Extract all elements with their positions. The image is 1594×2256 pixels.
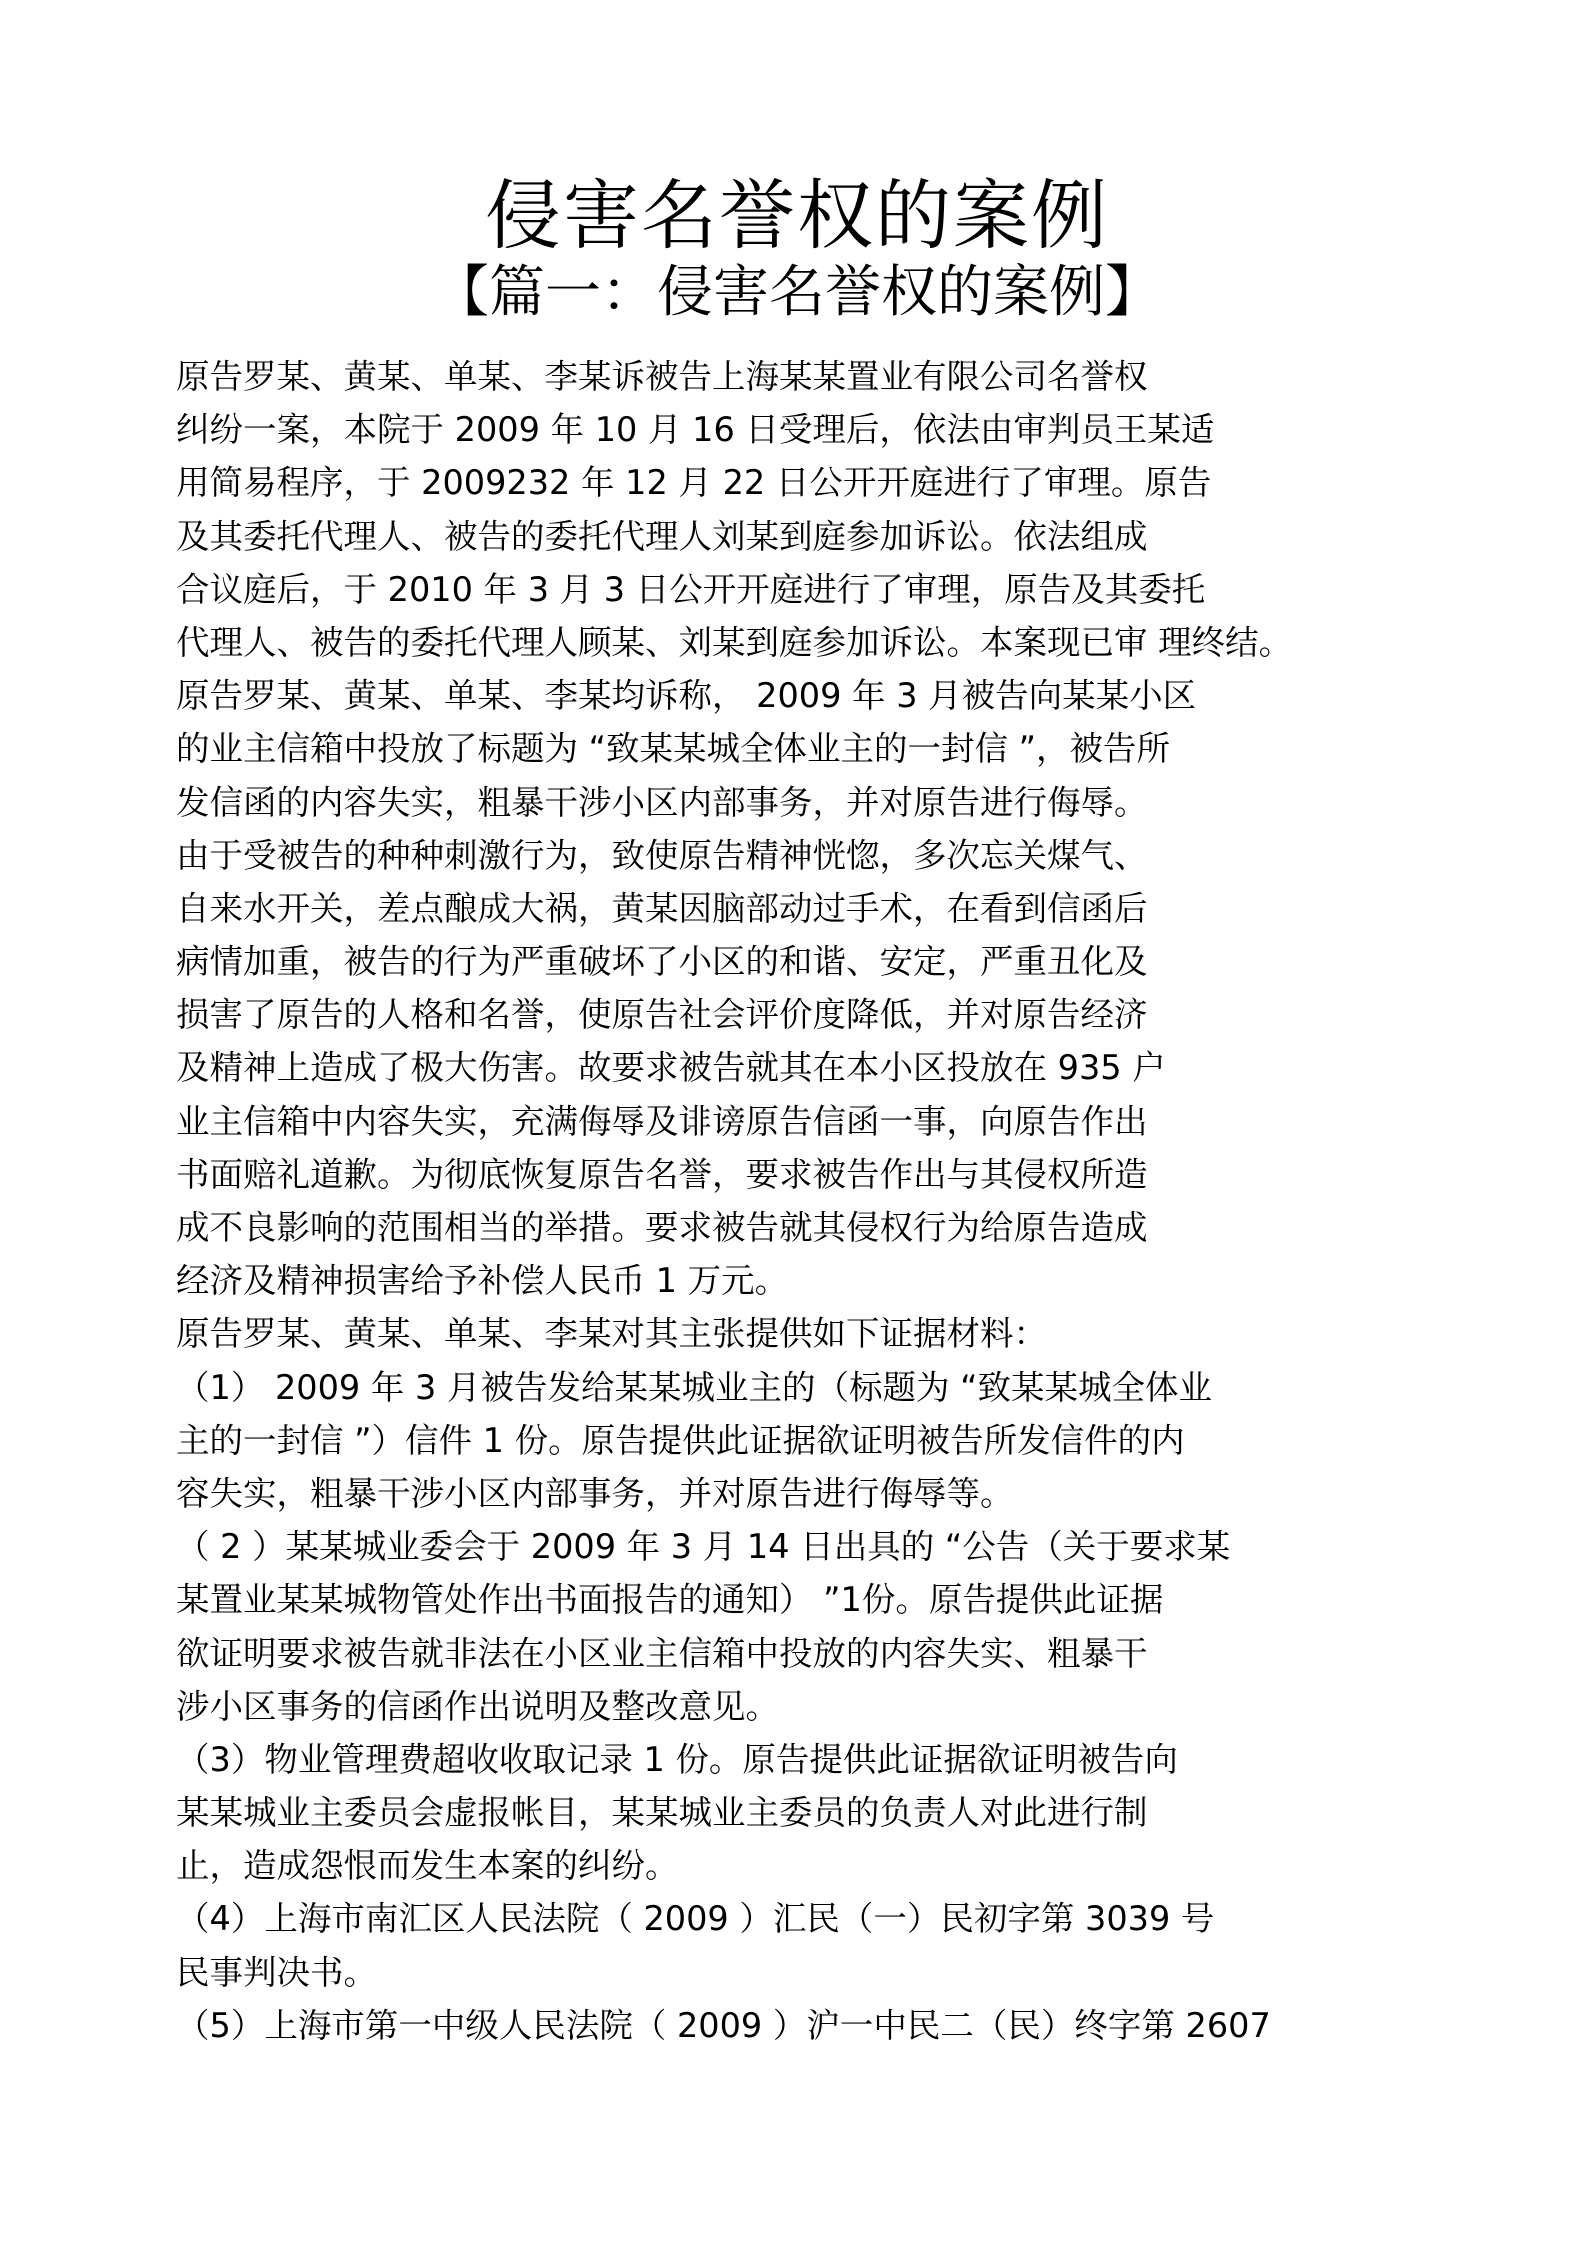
paragraph-line: 成不良影响的范围相当的举措。要求被告就其侵权行为给原告造成 (176, 1208, 1148, 1247)
paragraph-line: 原告罗某、黄某、单某、李某诉被告上海某某置业有限公司名誉权 (176, 357, 1148, 396)
paragraph-line: 代理人、被告的委托代理人顾某、刘某到庭参加诉讼。本案现已审 理终结。 (176, 622, 1293, 662)
document-title: 侵害名誉权的案例 (485, 171, 1109, 260)
paragraph-line: 损害了原告的人格和名誉，使原告社会评价度降低，并对原告经济 (176, 995, 1148, 1035)
paragraph-line: 的业主信箱中投放了标题为 “致某某城全体业主的一封信 ”，被告所 (176, 729, 1171, 769)
paragraph-line: 容失实，粗暴干涉小区内部事务，并对原告进行侮辱等。 (176, 1473, 1014, 1513)
paragraph-line: 某某城业主委员会虚报帐目，某某城业主委员的负责人对此进行制 (176, 1793, 1148, 1833)
paragraph-line: 书面赔礼道歉。为彻底恢复原告名誉，要求被告作出与其侵权所造 (176, 1154, 1148, 1194)
paragraph-line: 某置业某某城物管处作出书面报告的通知） ”1份。原告提供此证据 (176, 1580, 1164, 1620)
paragraph-line: （1） 2009 年 3 月被告发给某某城业主的（标题为 “致某某城全体业 (176, 1367, 1212, 1407)
paragraph-line: 涉小区事务的信函作出说明及整改意见。 (176, 1686, 779, 1726)
paragraph-line: 经济及精神损害给予补偿人民币 1 万元。 (176, 1261, 789, 1301)
paragraph-line: （5）上海市第一中级人民法院（ 2009 ）沪一中民二（民）终字第 2607 (176, 2005, 1271, 2045)
paragraph-line: 及精神上造成了极大伤害。故要求被告就其在本小区投放在 935 户 (176, 1048, 1166, 1088)
paragraph-line: （4）上海市南汇区人民法院（ 2009 ）汇民（一）民初字第 3039 号 (176, 1899, 1215, 1939)
paragraph-line: 纠纷一案，本院于 2009 年 10 月 16 日受理后，依法由审判员王某适 (176, 410, 1215, 450)
paragraph-line: 自来水开关，差点酿成大祸，黄某因脑部动过手术，在看到信函后 (176, 888, 1148, 928)
paragraph-line: （ 2 ）某某城业委会于 2009 年 3 月 14 日出具的 “公告（关于要求某 (176, 1527, 1231, 1567)
paragraph-line: 原告罗某、黄某、单某、李某均诉称， 2009 年 3 月被告向某某小区 (176, 676, 1197, 716)
body-text (176, 350, 1556, 2052)
paragraph-line: 业主信箱中内容失实，充满侮辱及诽谤原告信函一事，向原告作出 (176, 1101, 1148, 1141)
document-subtitle: 【篇一：侵害名誉权的案例】 (433, 260, 1161, 325)
paragraph-line: 用简易程序，于 2009232 年 12 月 22 日公开开庭进行了审理。原告 (176, 463, 1212, 503)
paragraph-line: （3）物业管理费超收收取记录 1 份。原告提供此证据欲证明被告向 (176, 1739, 1178, 1779)
paragraph-line: 合议庭后，于 2010 年 3 月 3 日公开开庭进行了审理，原告及其委托 (176, 569, 1206, 609)
paragraph-line: 由于受被告的种种刺激行为，致使原告精神恍惚，多次忘关煤气、 (176, 835, 1148, 875)
paragraph-line: 主的一封信 ”）信件 1 份。原告提供此证据欲证明被告所发信件的内 (176, 1420, 1185, 1460)
paragraph-line: 欲证明要求被告就非法在小区业主信箱中投放的内容失实、粗暴干 (176, 1633, 1148, 1673)
paragraph-line: 发信函的内容失实，粗暴干涉小区内部事务，并对原告进行侮辱。 (176, 782, 1148, 822)
paragraph-line: 病情加重，被告的行为严重破坏了小区的和谐、安定，严重丑化及 (176, 942, 1148, 982)
paragraph-line: 原告罗某、黄某、单某、李某对其主张提供如下证据材料： (176, 1314, 1047, 1354)
paragraph-line: 民事判决书。 (176, 1952, 377, 1992)
paragraph-line: 止，造成怨恨而发生本案的纠纷。 (176, 1846, 679, 1886)
paragraph-line: 及其委托代理人、被告的委托代理人刘某到庭参加诉讼。依法组成 (176, 516, 1148, 556)
